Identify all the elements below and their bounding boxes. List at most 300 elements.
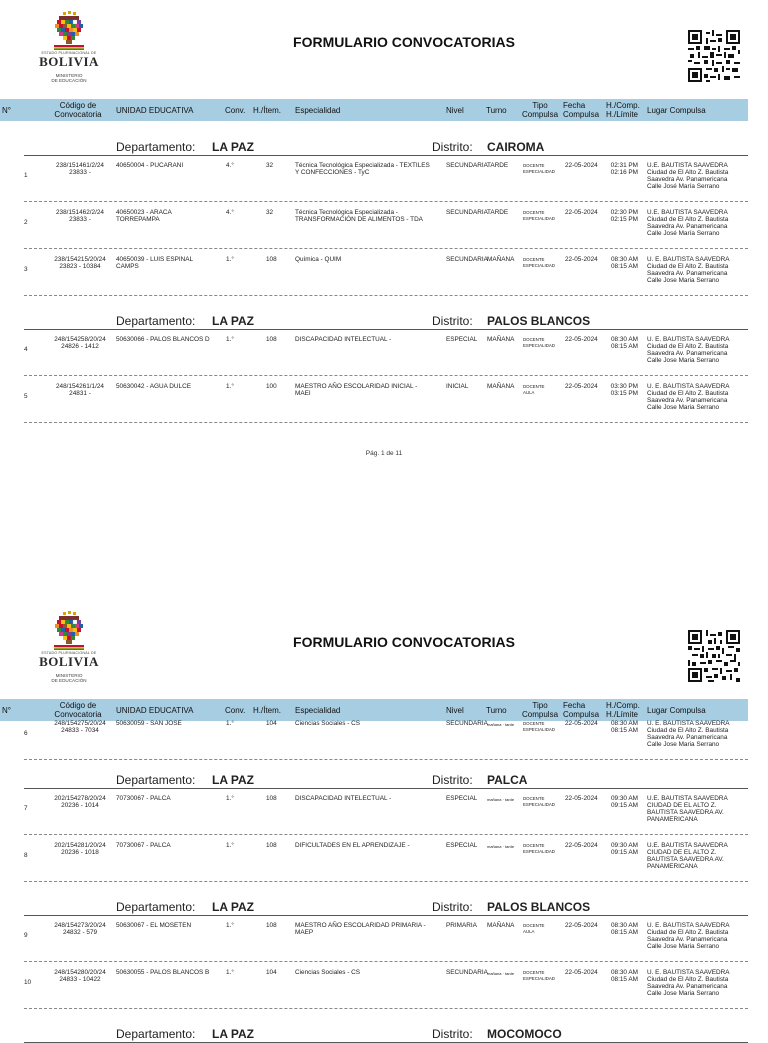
row-type-line2: ESPECIALIDAD — [523, 216, 555, 221]
row-hours — [608, 795, 638, 809]
row-number: 3 — [24, 266, 28, 273]
row-code — [42, 922, 118, 936]
row-specialty-line1: Química - QUIM — [295, 256, 342, 263]
row-code-line1: 238/151462/2/24 — [56, 209, 104, 216]
row-unit-line1: 40650023 - ARACA — [116, 209, 172, 216]
row-code-line2: 23833 - — [69, 169, 91, 176]
row-code-line1: 248/154261/1/24 — [56, 383, 104, 390]
col-hour-line2: H./Límite — [606, 710, 639, 719]
row-type-line2: AULA — [523, 929, 535, 934]
row-hour-limit: 09:15 AM — [610, 849, 638, 856]
row-conv: 4.° — [226, 209, 234, 216]
row-place — [647, 795, 747, 823]
row-specialty-line1: DIFICULTADES EN EL APRENDIZAJE - — [295, 842, 410, 849]
row-number: 6 — [24, 730, 28, 737]
row-place-line4: PANAMERICANA — [647, 816, 698, 823]
col-hour-line2: H./Límite — [606, 110, 639, 119]
row-type — [523, 970, 563, 982]
logo-ministry-line1: MINISTERIO — [55, 673, 83, 678]
row-number: 2 — [24, 219, 28, 226]
row-code — [42, 336, 118, 350]
row-unit — [116, 720, 220, 727]
page-number: Pág. 1 de 11 — [365, 450, 403, 457]
row-hour-comp: 09:30 AM — [610, 842, 638, 849]
row-item: 32 — [266, 209, 274, 216]
row-item: 100 — [266, 383, 277, 390]
row-hour-comp: 09:30 AM — [610, 795, 638, 802]
col-type — [522, 701, 558, 719]
row-specialty — [295, 922, 443, 936]
row-code-line2: 24833 - 7034 — [61, 727, 99, 734]
row-place-line1: U. E. BAUTISTA SAAVEDRA — [647, 383, 730, 390]
col-number: N° — [2, 706, 11, 715]
col-code-line1: Código de — [59, 701, 97, 710]
row-place — [647, 720, 747, 748]
row-hour-comp: 08:30 AM — [610, 922, 638, 929]
row-type-line2: ESPECIALIDAD — [523, 802, 555, 807]
department-label: Departamento: — [116, 140, 196, 154]
row-place-line1: U. E. BAUTISTA SAAVEDRA — [647, 336, 730, 343]
row-place-line1: U.E. BAUTISTA SAAVEDRA — [647, 795, 728, 802]
row-separator — [24, 834, 748, 835]
row-place-line3: Saavedra Av. Panamericana — [647, 734, 728, 741]
document-title: FORMULARIO CONVOCATORIAS — [293, 34, 515, 50]
row-code — [42, 969, 118, 983]
col-place: Lugar Compulsa — [647, 106, 706, 115]
district-value: PALOS BLANCOS — [487, 900, 591, 914]
row-place-line2: Ciudad de El Alto Z. Bautista — [647, 169, 729, 176]
row-code-line2: 20236 - 1018 — [61, 849, 99, 856]
row-place-line1: U.E. BAUTISTA SAAVEDRA — [647, 842, 728, 849]
row-conv: 1.° — [226, 336, 234, 343]
row-separator — [24, 1008, 748, 1009]
row-place-line4: PANAMERICANA — [647, 863, 698, 870]
row-unit — [116, 969, 220, 976]
row-separator — [24, 961, 748, 962]
row-conv: 1.° — [226, 795, 234, 802]
district-label: Distrito: — [432, 314, 473, 328]
row-type-line1: DOCENTE — [523, 210, 545, 215]
row-specialty-line2: MAEP — [295, 929, 314, 936]
row-level: SECUNDARIA — [446, 720, 488, 727]
row-place-line1: U.E. BAUTISTA SAAVEDRA — [647, 162, 728, 169]
logo-ministry-line2: DE EDUCACIÓN — [51, 78, 87, 83]
row-date: 22-05-2024 — [565, 256, 598, 263]
row-place-line2: Ciudad de El Alto Z. Bautista — [647, 727, 729, 734]
row-hour-limit: 08:15 AM — [610, 976, 638, 983]
row-conv: 1.° — [226, 922, 234, 929]
row-type-line1: DOCENTE — [523, 923, 545, 928]
row-unit — [116, 842, 220, 849]
row-specialty-line1: Ciencias Sociales - CS — [295, 720, 360, 727]
district-label: Distrito: — [432, 900, 473, 914]
row-code-line1: 202/154281/20/24 — [54, 842, 106, 849]
row-place-line4: Calle Jose Maria Serrano — [647, 943, 720, 950]
row-specialty — [295, 209, 443, 223]
row-place-line2: CIUDAD DE EL ALTO Z. — [647, 849, 717, 856]
department-value: LA PAZ — [212, 900, 254, 914]
row-unit-line2: TORREPAMPA — [116, 216, 160, 223]
row-type — [523, 721, 563, 733]
row-item: 32 — [266, 162, 274, 169]
row-separator — [24, 295, 748, 296]
row-hour-comp: 08:30 AM — [610, 256, 638, 263]
department-label: Departamento: — [116, 773, 196, 787]
logo-state-text: ESTADO PLURINACIONAL DE — [41, 51, 97, 55]
row-unit-line1: 50630066 - PALOS BLANCOS D — [116, 336, 210, 343]
row-code — [42, 795, 118, 809]
row-type-line1: DOCENTE — [523, 843, 545, 848]
row-hours — [608, 336, 638, 350]
col-code — [40, 701, 116, 719]
row-item: 108 — [266, 842, 277, 849]
col-type-line1: Tipo — [532, 101, 548, 110]
row-date: 22-05-2024 — [565, 842, 598, 849]
row-code-line2: 20236 - 1014 — [61, 802, 99, 809]
col-conv: Conv. — [225, 706, 246, 715]
row-hours — [608, 383, 638, 397]
row-specialty-line2: TRANSFORMACIÓN DE ALIMENTOS - TDA — [295, 216, 423, 223]
row-specialty — [295, 842, 443, 849]
row-hours — [608, 922, 638, 936]
department-value: LA PAZ — [212, 314, 254, 328]
row-specialty — [295, 162, 443, 176]
row-number: 7 — [24, 805, 28, 812]
row-conv: 4.° — [226, 162, 234, 169]
row-place-line3: Saavedra Av. Panamericana — [647, 350, 728, 357]
document-title: FORMULARIO CONVOCATORIAS — [293, 634, 515, 650]
district-value: MOCOMOCO — [487, 1027, 562, 1041]
section-divider — [24, 155, 748, 156]
row-unit — [116, 256, 220, 270]
row-place-line4: Calle Jose Maria Serrano — [647, 404, 720, 411]
row-hour-limit: 03:15 PM — [610, 390, 638, 397]
row-hour-comp: 08:30 AM — [610, 720, 638, 727]
row-number: 9 — [24, 932, 28, 939]
row-place-line3: BAUTISTA SAAVEDRA AV. — [647, 809, 724, 816]
row-code-line1: 248/154275/20/24 — [54, 720, 106, 727]
row-specialty-line2: Y CONFECCIONES - TyC — [295, 169, 370, 176]
row-place-line1: U. E. BAUTISTA SAAVEDRA — [647, 256, 730, 263]
row-place-line1: U. E. BAUTISTA SAAVEDRA — [647, 969, 730, 976]
row-type — [523, 163, 563, 175]
col-date-line2: Compulsa — [563, 110, 600, 119]
col-shift: Turno — [486, 106, 507, 115]
col-conv: Conv. — [225, 106, 246, 115]
row-type-line1: DOCENTE — [523, 796, 545, 801]
row-number: 8 — [24, 852, 28, 859]
row-code — [42, 209, 118, 223]
row-code-line1: 248/154273/20/24 — [54, 922, 106, 929]
row-level: ESPECIAL — [446, 842, 478, 849]
row-level: INICIAL — [446, 383, 469, 390]
row-specialty-line1: MAESTRO AÑO ESCOLARIDAD PRIMARIA - — [295, 922, 426, 929]
row-date: 22-05-2024 — [565, 162, 598, 169]
row-type-line2: AULA — [523, 390, 535, 395]
row-type — [523, 257, 563, 269]
department-label: Departamento: — [116, 900, 196, 914]
document-page-2 — [0, 600, 768, 1041]
col-level: Nivel — [446, 706, 464, 715]
row-unit — [116, 336, 220, 343]
row-hour-limit: 02:16 PM — [610, 169, 638, 176]
row-code-line1: 238/151461/2/24 — [56, 162, 104, 169]
qr-code-icon — [688, 630, 740, 682]
row-type-line2: ESPECIALIDAD — [523, 849, 555, 854]
row-date: 22-05-2024 — [565, 383, 598, 390]
row-separator — [24, 881, 748, 882]
row-type — [523, 337, 563, 349]
district-value: PALCA — [487, 773, 528, 787]
row-place — [647, 209, 747, 237]
row-unit-line1: 50630055 - PALOS BLANCOS B — [116, 969, 210, 976]
row-date: 22-05-2024 — [565, 795, 598, 802]
col-specialty: Especialidad — [295, 706, 341, 715]
col-type-line2: Compulsa — [522, 110, 559, 119]
row-place-line2: CIUDAD DE EL ALTO Z. — [647, 802, 717, 809]
row-place-line1: U. E. BAUTISTA SAAVEDRA — [647, 922, 730, 929]
row-code — [42, 383, 118, 397]
row-specialty-line1: DISCAPACIDAD INTELECTUAL - — [295, 795, 392, 802]
row-item: 108 — [266, 922, 277, 929]
row-hours — [608, 720, 638, 734]
col-type-line1: Tipo — [532, 701, 548, 710]
qr-code-icon — [688, 30, 740, 82]
row-specialty-line2: MAEI — [295, 390, 311, 397]
row-number: 10 — [24, 979, 32, 986]
col-date-line1: Fecha — [563, 101, 586, 110]
row-place-line4: Calle Jose Maria Serrano — [647, 357, 720, 364]
row-hour-limit: 08:15 AM — [610, 343, 638, 350]
row-hour-limit: 09:15 AM — [610, 802, 638, 809]
row-specialty-line1: Técnica Tecnológica Especializada - — [295, 209, 398, 216]
row-hour-comp: 03:30 PM — [610, 383, 638, 390]
row-hour-comp: 02:31 PM — [610, 162, 638, 169]
department-value: LA PAZ — [212, 1027, 254, 1041]
row-hour-limit: 08:15 AM — [610, 727, 638, 734]
row-conv: 1.° — [226, 383, 234, 390]
row-code — [42, 256, 118, 270]
district-value: PALOS BLANCOS — [487, 314, 591, 328]
row-type-line1: DOCENTE — [523, 337, 545, 342]
section-divider — [24, 329, 748, 330]
row-level: ESPECIAL — [446, 336, 478, 343]
row-place — [647, 256, 747, 284]
row-separator — [24, 759, 748, 760]
row-unit — [116, 922, 220, 929]
row-code — [42, 720, 118, 734]
col-code-line2: Convocatoria — [54, 110, 102, 119]
col-number: N° — [2, 106, 11, 115]
col-specialty: Especialidad — [295, 106, 341, 115]
row-shift: mañana · tarde — [487, 722, 515, 727]
logo-country-text: BOLIVIA — [39, 654, 99, 669]
district-label: Distrito: — [432, 140, 473, 154]
row-place-line4: Calle José María Serrano — [647, 183, 720, 190]
row-specialty-line1: DISCAPACIDAD INTELECTUAL - — [295, 336, 392, 343]
row-code-line1: 202/154278/20/24 — [54, 795, 106, 802]
row-place-line2: Ciudad de El Alto Z. Bautista — [647, 390, 729, 397]
row-type-line2: ESPECIALIDAD — [523, 263, 555, 268]
row-specialty — [295, 795, 443, 802]
col-code-line2: Convocatoria — [54, 710, 102, 719]
row-place-line2: Ciudad de El Alto Z. Bautista — [647, 216, 729, 223]
row-item: 104 — [266, 969, 277, 976]
row-specialty — [295, 720, 443, 727]
row-code-line2: 24832 - 579 — [62, 929, 98, 936]
row-hours — [608, 969, 638, 983]
row-item: 108 — [266, 256, 277, 263]
col-hour-line1: H./Comp. — [606, 701, 640, 710]
row-type-line2: ESPECIALIDAD — [523, 343, 555, 348]
row-date: 22-05-2024 — [565, 336, 598, 343]
department-value: LA PAZ — [212, 140, 254, 154]
row-specialty — [295, 969, 443, 976]
row-specialty-line1: Ciencias Sociales - CS — [295, 969, 360, 976]
row-specialty-line1: Técnica Tecnológica Especializada - TEXTILES — [295, 162, 430, 169]
section-divider — [24, 788, 748, 789]
row-place-line2: Ciudad de El Alto Z. Bautista — [647, 929, 729, 936]
district-label: Distrito: — [432, 773, 473, 787]
row-unit-line1: 40650004 - PUCARANI — [116, 162, 184, 169]
row-hour-comp: 08:30 AM — [610, 969, 638, 976]
row-type-line2: ESPECIALIDAD — [523, 727, 555, 732]
row-code-line2: 23823 - 10384 — [59, 263, 101, 270]
row-number: 4 — [24, 346, 28, 353]
row-place-line4: Calle Jose Maria Serrano — [647, 741, 720, 748]
row-hour-comp: 02:30 PM — [610, 209, 638, 216]
col-type-line2: Compulsa — [522, 710, 559, 719]
row-unit — [116, 383, 220, 390]
row-place-line3: Saavedra Av. Panamericana — [647, 223, 728, 230]
row-code-line1: 248/154258/20/24 — [54, 336, 106, 343]
row-unit-line1: 70730067 - PALCA — [116, 795, 171, 802]
row-shift: MAÑANA — [487, 922, 515, 929]
row-code-line2: 24833 - 10422 — [59, 976, 101, 983]
row-unit-line1: 50630042 - AGUA DULCE — [116, 383, 191, 390]
row-type-line1: DOCENTE — [523, 384, 545, 389]
col-hour-line1: H./Comp. — [606, 101, 640, 110]
row-type-line1: DOCENTE — [523, 721, 545, 726]
logo-state-text: ESTADO PLURINACIONAL DE — [41, 651, 97, 655]
row-type — [523, 210, 563, 222]
row-item: 104 — [266, 720, 277, 727]
col-shift: Turno — [486, 706, 507, 715]
row-code — [42, 162, 118, 176]
row-code-line2: 24831 - — [69, 390, 91, 397]
col-unit: UNIDAD EDUCATIVA — [116, 706, 194, 715]
row-hours — [608, 209, 638, 223]
row-type-line2: ESPECIALIDAD — [523, 976, 555, 981]
row-place-line4: Calle Jose Maria Serrano — [647, 277, 720, 284]
logo-ministry-line1: MINISTERIO — [55, 73, 83, 78]
row-code-line2: 24826 - 1412 — [61, 343, 99, 350]
row-date: 22-05-2024 — [565, 969, 598, 976]
row-level: SECUNDARIA — [446, 256, 488, 263]
row-unit-line1: 50630059 - SAN JOSE — [116, 720, 182, 727]
section-divider — [24, 915, 748, 916]
row-type — [523, 843, 563, 855]
row-hours — [608, 162, 638, 176]
row-place — [647, 922, 747, 950]
district-value: CAIROMA — [487, 140, 545, 154]
row-item: 108 — [266, 795, 277, 802]
row-separator — [24, 375, 748, 376]
row-level: SECUNDARIA — [446, 969, 488, 976]
row-place — [647, 162, 747, 190]
department-value: LA PAZ — [212, 773, 254, 787]
row-hour-limit: 08:15 AM — [610, 929, 638, 936]
row-specialty — [295, 256, 443, 263]
row-type — [523, 384, 563, 396]
row-type-line1: DOCENTE — [523, 257, 545, 262]
row-level: SECUNDARIA — [446, 162, 488, 169]
row-hour-limit: 08:15 AM — [610, 263, 638, 270]
row-code-line1: 238/154215/20/24 — [54, 256, 106, 263]
col-item: H./Ítem. — [253, 706, 282, 715]
col-hour — [606, 101, 640, 119]
col-unit: UNIDAD EDUCATIVA — [116, 106, 194, 115]
row-specialty — [295, 383, 443, 397]
row-number: 1 — [24, 172, 28, 179]
row-shift: MAÑANA — [487, 256, 515, 263]
row-place-line2: Ciudad de El Alto Z. Bautista — [647, 976, 729, 983]
row-number: 5 — [24, 393, 28, 400]
col-code — [40, 101, 116, 119]
row-shift: MAÑANA — [487, 336, 515, 343]
row-shift: TARDE — [487, 162, 509, 169]
col-date-line1: Fecha — [563, 701, 586, 710]
row-separator — [24, 201, 748, 202]
row-type-line2: ESPECIALIDAD — [523, 169, 555, 174]
row-hour-comp: 08:30 AM — [610, 336, 638, 343]
row-unit-line1: 40650039 - LUIS ESPINAL — [116, 256, 194, 263]
row-place-line3: BAUTISTA SAAVEDRA AV. — [647, 856, 724, 863]
row-place — [647, 336, 747, 364]
col-item: H./Ítem. — [253, 106, 282, 115]
col-date-line2: Compulsa — [563, 710, 600, 719]
department-label: Departamento: — [116, 1027, 196, 1041]
col-date — [563, 701, 599, 719]
row-separator — [24, 422, 748, 423]
row-place-line2: Ciudad de El Alto Z. Bautista — [647, 343, 729, 350]
table-header — [0, 99, 748, 121]
row-level: ESPECIAL — [446, 795, 478, 802]
row-place-line1: U. E. BAUTISTA SAAVEDRA — [647, 720, 730, 727]
row-level: SECUNDARIA — [446, 209, 488, 216]
row-conv: 1.° — [226, 720, 234, 727]
row-unit-line2: CAMPS — [116, 263, 139, 270]
table-header — [0, 699, 748, 721]
row-place-line3: Saavedra Av. Panamericana — [647, 397, 728, 404]
row-unit — [116, 162, 220, 169]
row-hour-limit: 02:15 PM — [610, 216, 638, 223]
row-date: 22-05-2024 — [565, 922, 598, 929]
row-type — [523, 796, 563, 808]
row-unit-line1: 50630067 - EL MOSETEN — [116, 922, 192, 929]
row-place — [647, 969, 747, 997]
row-date: 22-05-2024 — [565, 209, 598, 216]
logo-country-text: BOLIVIA — [39, 54, 99, 69]
row-separator — [24, 248, 748, 249]
row-place-line4: Calle José María Serrano — [647, 230, 720, 237]
row-type — [523, 923, 563, 935]
row-conv: 1.° — [226, 969, 234, 976]
row-unit-line1: 70730067 - PALCA — [116, 842, 171, 849]
col-date — [563, 101, 599, 119]
row-shift: mañana · tarde — [487, 971, 515, 976]
row-place — [647, 383, 747, 411]
